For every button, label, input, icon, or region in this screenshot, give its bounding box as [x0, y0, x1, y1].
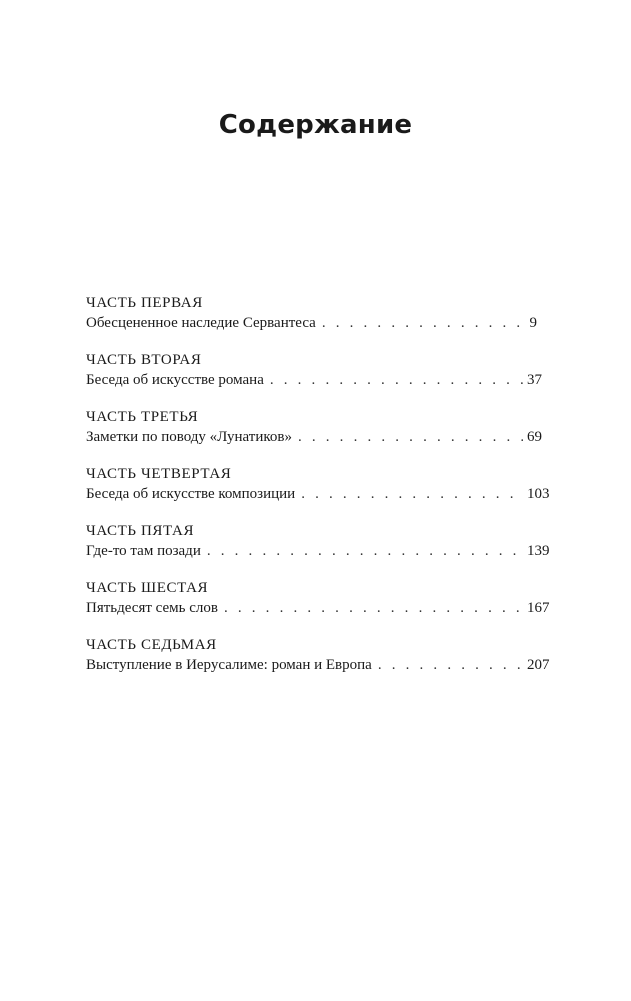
part-label: ЧАСТЬ ШЕСТАЯ: [86, 580, 209, 596]
entry-title: Обесцененное наследие Сервантеса: [86, 315, 316, 331]
entry-title: Беседа об искусстве романа: [86, 372, 264, 388]
entry-title: Беседа об искусстве композиции: [86, 486, 296, 502]
toc-part-5: [86, 521, 550, 578]
toc-entry: [86, 541, 550, 561]
dot-leader: [270, 370, 523, 390]
toc-entry: [86, 370, 542, 390]
toc-part-7: [86, 635, 550, 692]
toc-part-3: [86, 407, 542, 464]
part-label: ЧАСТЬ ПЕРВАЯ: [86, 295, 203, 311]
entry-page-number: 9: [529, 315, 537, 331]
dot-leader: [298, 427, 523, 447]
entry-page-number: 69: [527, 429, 542, 445]
entry-page-number: 207: [527, 657, 550, 673]
toc-entry: [86, 313, 537, 333]
toc-part-1: [86, 293, 537, 350]
toc-part-4: [86, 464, 550, 521]
part-label: ЧАСТЬ ПЯТАЯ: [86, 523, 195, 539]
entry-title: Выступление в Иерусалиме: роман и Европа: [86, 657, 372, 673]
entry-title: Заметки по поводу «Лунатиков»: [86, 429, 292, 445]
part-label: ЧАСТЬ СЕДЬМАЯ: [86, 637, 217, 653]
entry-title: Пятьдесят семь слов: [86, 600, 218, 616]
dot-leader: [378, 655, 523, 675]
table-of-contents: [86, 293, 550, 692]
page-title: Содержание: [218, 110, 413, 140]
toc-part-6: [86, 578, 550, 635]
dot-leader: [301, 484, 523, 504]
dot-leader: [322, 313, 523, 333]
entry-page-number: 37: [527, 372, 542, 388]
toc-entry: [86, 484, 550, 504]
part-label: ЧАСТЬ ТРЕТЬЯ: [86, 409, 199, 425]
toc-entry: [86, 598, 550, 618]
entry-page-number: 139: [527, 543, 550, 559]
entry-page-number: 103: [527, 486, 550, 502]
part-label: ЧАСТЬ ВТОРАЯ: [86, 352, 202, 368]
toc-entry: [86, 427, 542, 447]
entry-page-number: 167: [527, 600, 550, 616]
dot-leader: [207, 541, 523, 561]
entry-title: Где-то там позади: [86, 543, 201, 559]
dot-leader: [224, 598, 523, 618]
part-label: ЧАСТЬ ЧЕТВЕРТАЯ: [86, 466, 232, 482]
toc-part-2: [86, 350, 542, 407]
toc-entry: [86, 655, 550, 675]
